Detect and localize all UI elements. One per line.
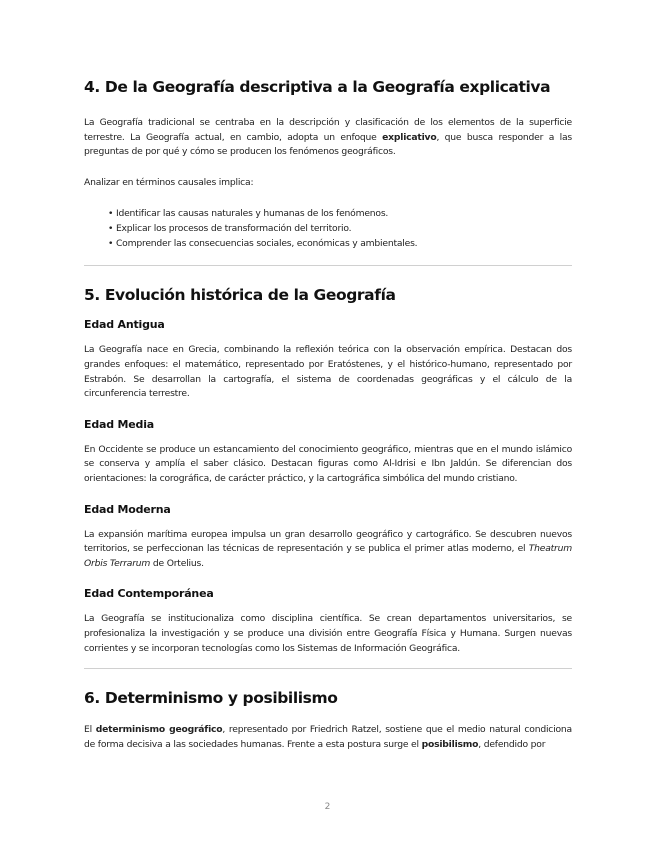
page-number: 2 [324, 802, 331, 812]
section-4-title: 4. De la Geografía descriptiva a la Geografía explicativa [84, 78, 551, 96]
list-item: • Comprender las consecuencias sociales, económicas y ambientales. [108, 236, 572, 251]
section-divider [84, 265, 572, 266]
subsection-paragraph-moderna: La expansión marítima europea impulsa un gran desarrollo geográfico y cartográfico. Se descubren nuevos territorios, se perfeccionan las técnicas de representación y se publica el primer atlas moderno, el Theatrum Orbis Terrarum de Ortelius. [84, 528, 572, 569]
section-5-title: 5. Evolución histórica de la Geografía [84, 286, 396, 305]
subsection-paragraph-antigua: La Geografía nace en Grecia, combinando la reflexión teórica con la observación empírica. Destacan dos grandes enfoques: el matemático, representado por Eratóstenes, y el histórico-humano, representado por Estrabón. Se desarrollan la cartografía, el sistema de coordenadas geográficas y el cálculo de la circunferencia terrestre. [84, 344, 572, 400]
list-item: • Identificar las causas naturales y humanas de los fenómenos. [108, 206, 572, 221]
section-6-paragraph: El determinismo geográfico, representado por Friedrich Ratzel, sostiene que el medio natural condiciona de forma decisiva a las sociedades humanas. Frente a esta postura surge el posibilismo, defendido por [84, 724, 572, 750]
subsection-paragraph-media: En Occidente se produce un estancamiento del conocimiento geográfico, mientras que en el mundo islámico se conserva y amplía el saber clásico. Destacan figuras como Al-Idrisi e Ibn Jaldún. Se diferencian dos orientaciones: la corográfica, de carácter práctico, y la cartográfica simbólica del mundo cristiano. [84, 443, 572, 484]
subsection-heading-contemporanea: Edad Contemporánea [84, 587, 214, 601]
section-6 [84, 689, 572, 752]
section-5 [84, 286, 572, 656]
subsection-heading-moderna: Edad Moderna [84, 502, 171, 516]
section-4-intro: Analizar en términos causales implica: [84, 176, 254, 188]
causal-list [84, 206, 572, 251]
document-page [84, 78, 572, 752]
section-4-paragraph: La Geografía tradicional se centraba en la descripción y clasificación de los elementos de la superficie terrestre. La Geografía actual, en cambio, adopta un enfoque explicativo, que busca responder a las preguntas de por qué y cómo se producen los fenómenos geográficos. [84, 117, 572, 158]
section-6-title: 6. Determinismo y posibilismo [84, 689, 338, 708]
subsection-heading-media: Edad Media [84, 417, 154, 431]
subsection-paragraph-contemporanea: La Geografía se institucionaliza como disciplina científica. Se crean departamentos universitarios, se profesionaliza la investigación y se produce una división entre Geografía Física y Humana. Surgen nuevas corrientes y se incorporan tecnologías como los Sistemas de Información Geográfica. [84, 613, 572, 654]
list-item: • Explicar los procesos de transformación del territorio. [108, 221, 572, 236]
section-4 [84, 78, 572, 251]
section-divider [84, 668, 572, 669]
subsection-heading-antigua: Edad Antigua [84, 318, 165, 332]
